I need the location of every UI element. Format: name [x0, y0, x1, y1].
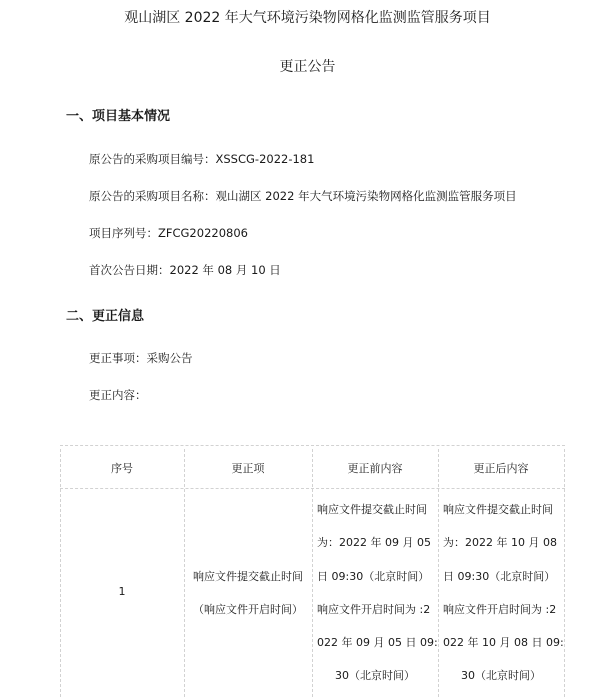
row-before-line: 响应文件开启时间为 :2: [317, 603, 431, 616]
row-index: 1: [118, 585, 126, 598]
row-item-line: 响应文件提交截止时间: [193, 570, 303, 583]
row-before-line: 30（北京时间）: [335, 669, 415, 682]
row-after-line: 30（北京时间）: [461, 669, 541, 682]
row-after-line: 日 09:30（北京时间）: [443, 570, 556, 583]
section-heading-basic-info: 一、项目基本情况: [66, 109, 171, 124]
header-index: 序号: [111, 462, 133, 475]
correction-content-label: 更正内容：: [89, 388, 147, 402]
document-title: 观山湖区 2022 年大气环境污染物网格化监测监管服务项目: [124, 10, 491, 26]
table-border: [564, 449, 565, 697]
original-project-number: 原公告的采购项目编号：XSSCG-2022-181: [89, 152, 315, 166]
row-after-line: 为：2022 年 10 月 08: [443, 536, 557, 549]
row-before-line: 022 年 09 月 05 日 09:: [317, 636, 438, 649]
header-before: 更正前内容: [347, 462, 403, 475]
original-project-name: 原公告的采购项目名称：观山湖区 2022 年大气环境污染物网格化监测监管服务项目: [89, 189, 517, 203]
section-heading-correction-info: 二、更正信息: [66, 309, 145, 324]
table-border: [312, 449, 313, 697]
row-after-line: 响应文件开启时间为 :2: [443, 603, 557, 616]
correction-matter: 更正事项：采购公告: [89, 351, 193, 365]
row-item-line: （响应文件开启时间）: [193, 603, 303, 616]
table-border: [60, 445, 565, 446]
table-border: [438, 449, 439, 697]
row-before-line: 日 09:30（北京时间）: [317, 570, 430, 583]
row-before-line: 响应文件提交截止时间: [317, 503, 427, 516]
header-item: 更正项: [231, 462, 265, 475]
table-border: [60, 488, 565, 489]
first-announcement-date: 首次公告日期：2022 年 08 月 10 日: [89, 263, 281, 277]
header-after: 更正后内容: [473, 462, 529, 475]
table-border: [60, 449, 61, 697]
document-subtitle: 更正公告: [279, 59, 336, 75]
row-after-line: 响应文件提交截止时间: [443, 503, 553, 516]
row-after-line: 022 年 10 月 08 日 09:: [443, 636, 564, 649]
project-serial-number: 项目序列号：ZFCG20220806: [89, 226, 248, 240]
correction-table: [60, 441, 565, 697]
row-before-line: 为：2022 年 09 月 05: [317, 536, 431, 549]
